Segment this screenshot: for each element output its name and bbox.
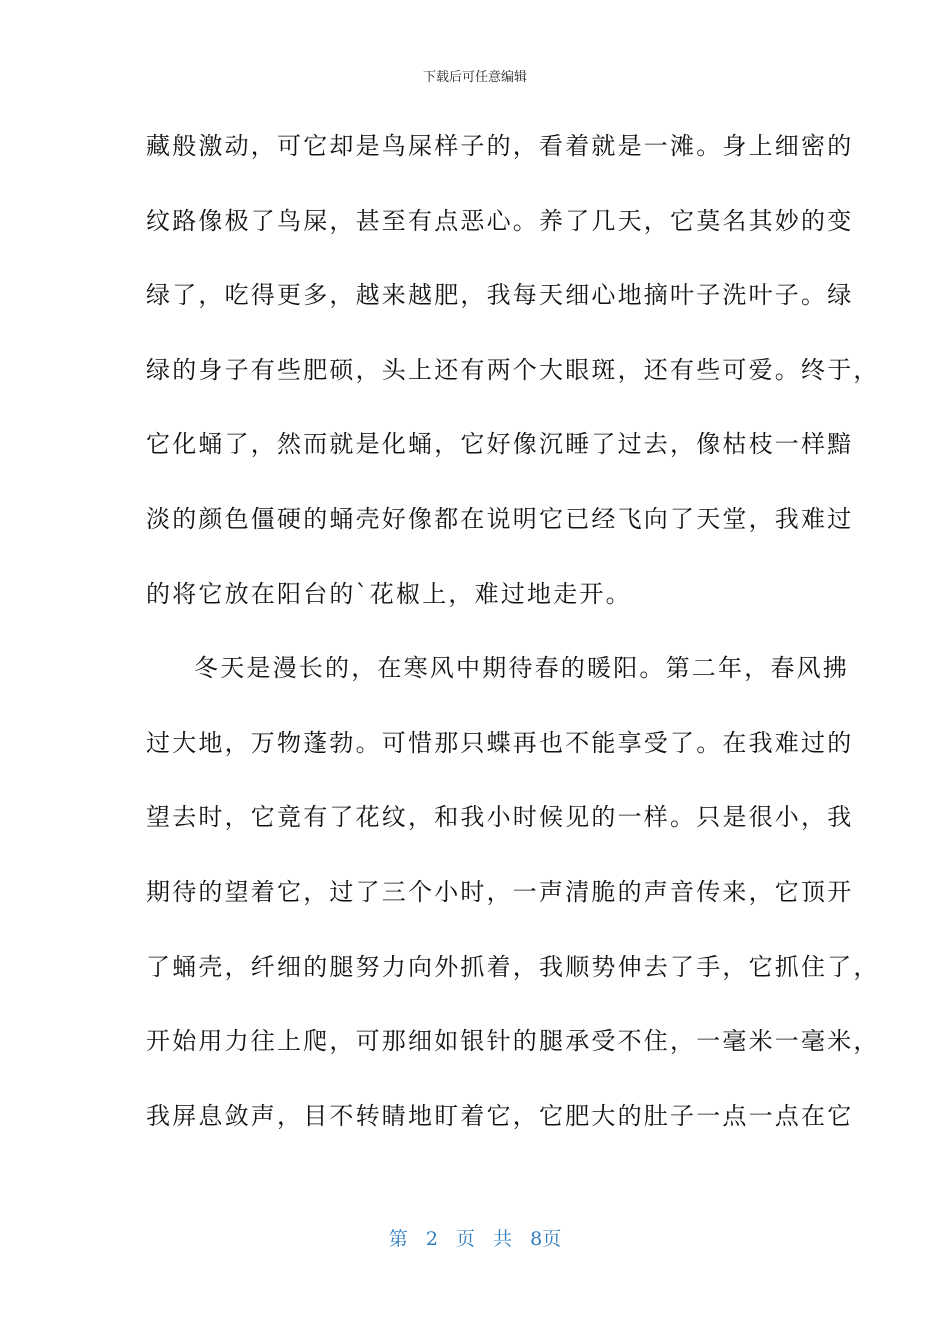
text-line: 纹路像极了鸟屎，甚至有点恶心。养了几天，它莫名其妙的变	[146, 206, 854, 235]
document-body	[146, 124, 880, 1168]
text-line: 我屏息敛声，目不转睛地盯着它，它肥大的肚子一点一点在它	[146, 1101, 854, 1130]
text-line: 过大地，万物蓬勃。可惜那只蝶再也不能享受了。在我难过的	[146, 728, 854, 757]
footer-page-unit: 页	[455, 1228, 475, 1250]
text-line: 的将它放在阳台的`花椒上，难过地走开。	[146, 579, 632, 608]
text-line: 它化蛹了，然而就是化蛹，它好像沉睡了过去，像枯枝一样黯	[146, 430, 854, 459]
text-line: 期待的望着它，过了三个小时，一声清脆的声音传来，它顶开	[146, 877, 854, 906]
text-line: 望去时，它竟有了花纹，和我小时候见的一样。只是很小，我	[146, 803, 854, 832]
footer-total-label: 共	[493, 1228, 513, 1250]
text-line: 淡的颜色僵硬的蛹壳好像都在说明它已经飞向了天堂，我难过	[146, 504, 854, 533]
page-header: 下载后可任意编辑	[422, 70, 527, 85]
footer-total-pages: 8页	[530, 1228, 562, 1250]
text-line: 开始用力往上爬，可那细如银针的腿承受不住，一毫米一毫米，	[146, 1027, 880, 1056]
text-line: 了蛹壳，纤细的腿努力向外抓着，我顺势伸去了手，它抓住了，	[146, 952, 880, 981]
text-line: 绿的身子有些肥硕，头上还有两个大眼斑，还有些可爱。终于，	[146, 355, 880, 384]
page-footer	[0, 1224, 950, 1251]
text-line: 藏般激动，可它却是鸟屎样子的，看着就是一滩。身上细密的	[146, 132, 854, 160]
footer-page-label: 第	[388, 1228, 408, 1250]
text-line: 绿了，吃得更多，越来越肥，我每天细心地摘叶子洗叶子。绿	[146, 281, 854, 310]
paragraph-start-line: 冬天是漫长的，在寒风中期待春的暖阳。第二年，春风拂	[194, 654, 849, 683]
footer-current-page: 2	[425, 1228, 438, 1250]
